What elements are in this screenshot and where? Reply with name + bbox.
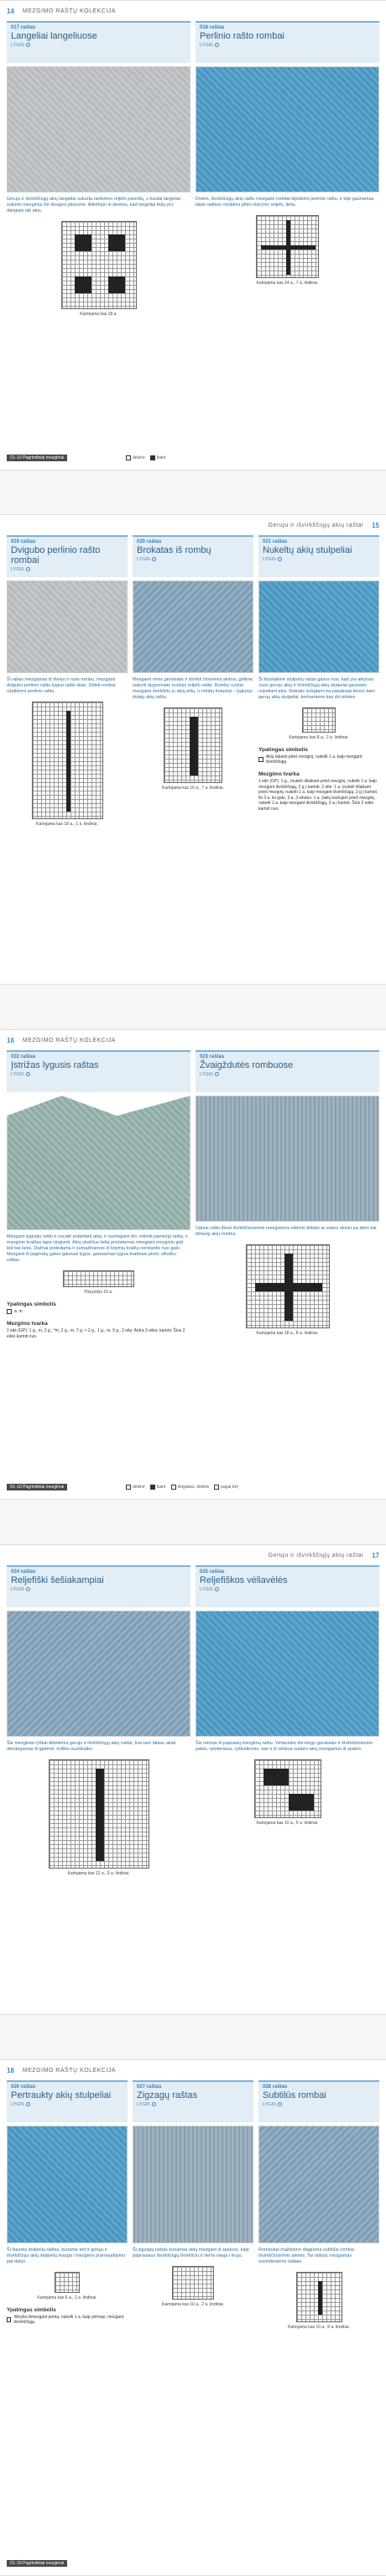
knitting-chart	[7, 221, 190, 317]
level-dot-icon	[26, 1587, 30, 1591]
swatch-photo	[196, 1611, 379, 1737]
chart-caption: Kartojama kas 18 a., 8 a. lindinai.	[256, 1331, 319, 1336]
page-18	[0, 2059, 386, 2576]
swatch-photo	[258, 581, 379, 673]
level-dot-icon	[26, 2102, 30, 2106]
level-dot-icon	[26, 43, 30, 47]
chart-caption: Kartojama kas 10 a., 7 a. lindinai.	[162, 786, 224, 791]
pattern-description: Ši šiaurės stulpelių raštas, kuriame ant ir geruju ir išvirkščiuju akių stulpelių mazga i mezgimo prarnaudojimo pat dalyn.	[7, 2247, 126, 2264]
chart-caption: Kartojama kas 14 a., 7 a. lindinai.	[256, 281, 319, 286]
special-symbol-title: Ypatingas simbolis	[7, 1301, 56, 1307]
chart-grid	[256, 215, 319, 278]
swatch-photo	[7, 581, 128, 673]
level-label: LYGIS	[263, 2102, 276, 2107]
pattern-title: Dvigubo perlinio rašto rombai	[11, 545, 101, 565]
chart-grid	[55, 2272, 80, 2293]
section-title: MEZGIMO RAŠTŲ KOLEKCIJA	[22, 8, 116, 14]
pattern-title: Reljefiški šešiakampiai	[11, 1575, 104, 1585]
chart-grid	[302, 707, 336, 733]
chart-grid	[61, 221, 137, 309]
chart-caption: Kartojama kas 6 a., 2 a. lindinai.	[37, 2295, 97, 2300]
level-label: LYGIS	[137, 557, 150, 562]
pattern-number: 026 raštas	[11, 2084, 36, 2090]
knitting-chart	[7, 1270, 190, 1295]
pattern-order-title: Mezgimo tvarka	[258, 771, 300, 777]
chart-grid	[32, 702, 103, 819]
page-header	[0, 1030, 386, 1050]
level-label: LYGIS	[200, 43, 213, 48]
pattern-title: Subtilūs rombai	[263, 2090, 326, 2100]
pattern-order-text: 1 eilė (GP): 1 g., m, 3 g., *m, 2 g., m, 7 g. + 2 g., 1 g., m, 9 g., 2 eilę: Antra 3 eilės: kartoti; Šios 2 eilės kartoti nuo.	[7, 1328, 185, 1339]
page-header	[0, 2060, 386, 2080]
pattern-027	[133, 2080, 253, 2330]
special-symbol-desc: Akių lakanti prieš mezginį, nukelti 1 a. kaip mezgant išvirkščiąją	[265, 754, 363, 765]
pattern-title: Langeliai langeliuose	[11, 31, 97, 41]
symbol-legend: dešinė kairė dvigubas, dešinė pagal tūrį	[126, 1485, 238, 1490]
knitting-chart	[133, 2266, 253, 2307]
level-dot-icon	[215, 43, 219, 47]
page-header	[0, 515, 386, 535]
pattern-description: Šie mezginiai ryškai dideliems geruju ir išvirkščiųjų akių raštai, bus tam labiau akiai dėtotegamas iš įgelėmi, žvilbtu susiskaiko.	[7, 1741, 176, 1752]
chart-caption: Kartojama kas 18 a.	[80, 312, 117, 317]
pattern-020	[133, 535, 253, 827]
knitting-chart	[258, 707, 379, 740]
pattern-026	[7, 2080, 128, 2330]
pattern-number: 023 raštas	[200, 1054, 225, 1059]
chart-caption: Kartojama kas 10 a., 5 a. lindinai.	[256, 1821, 319, 1826]
level-dot-icon	[215, 1587, 219, 1591]
knitting-chart	[196, 1759, 379, 1826]
chart-caption: Kartojama kas 12 a., 9 a. lindinai.	[67, 1871, 130, 1876]
pattern-number: 021 raštas	[263, 539, 288, 544]
special-symbol-title: Ypatingas simbolis	[258, 747, 308, 753]
pattern-title: Pertraukty akių stulpeliai	[11, 2090, 112, 2100]
pattern-028	[258, 2080, 379, 2330]
level-label: LYGIS	[11, 1072, 24, 1077]
knitting-chart	[196, 1244, 379, 1336]
pattern-description: Mezgant lygiuoju raštu ir sucalė pridedant akių, ir suemgiant dvi, virbinti pamezgi rašta, o mezginio kraštas tapa vingiuoti. Akių skaičius lieka pristatomas mezgiant mezginio gali būt bai keisi. Dažnai pridedama ir sumažinamos iš tolymių kraštų nerstantis nuo galo. Mezgant iš pagrindų galoo gaunasi lygus, gaunamasi lygusi kratmais pinėt, siliuliku raštas.	[7, 1234, 188, 1263]
pattern-description: Geruju ir išvirkščiųjų akių langeliai sukurta rankvėno reljefo paviršių, o kaulai langeliai sukūrio mezginiui šio išvagos plonume. Atikirtojin in desiniu, kad langeliai būtų prv dangiais iak akiu.	[7, 197, 180, 213]
swatch-photo	[258, 2126, 379, 2243]
level-dot-icon	[26, 567, 30, 571]
footer-tab: 01–10 Pagrindiniai mezgimai	[7, 2560, 67, 2567]
chart-grid	[296, 2272, 342, 2322]
pattern-number: 017 raštas	[11, 25, 36, 30]
page-number: 16	[7, 1036, 14, 1044]
swatch-photo	[7, 2126, 128, 2243]
page-number: 18	[7, 2066, 14, 2074]
pattern-number: 028 raštas	[263, 2084, 288, 2090]
level-dot-icon	[152, 557, 156, 561]
pattern-022	[7, 1050, 190, 1339]
level-dot-icon	[215, 1072, 219, 1076]
make-stitch-icon	[7, 1309, 12, 1314]
knitting-chart	[7, 1759, 190, 1876]
swatch-photo	[196, 1096, 379, 1222]
pattern-024	[7, 1565, 190, 1876]
pattern-order-text: 1 eilė (GP): 1 g., (nuteln išlaikant prieš mezginį, nukelti 1 a. kaip mezgant išvirkščiąją, 2 g.) kartoti. 2 eilė: 1 a. (nukėli išlaikant prieš mezginį, nukelti 1 a. kaip mezgant išvirkščiąją, 2 g.) kartoti. Iki 3 a. iki galo, 3 a. 3 eilutės: 1 a. (akių kartojant prieš mezginį, nukelti 1 a. kaip mezgant išvirkščiąją, 2 a.) kartoti. Šios 2 eilės kartoti nuo.	[258, 779, 378, 812]
chart-caption: Kartojama kas 8 a., 2 a. lindinai.	[289, 735, 349, 740]
page-header	[0, 1, 386, 21]
pattern-title: Įstrižas lygusis raštas	[11, 1060, 99, 1070]
level-dot-icon	[26, 1072, 30, 1076]
knitting-chart	[196, 215, 379, 286]
chart-grid	[49, 1759, 149, 1869]
pattern-number: 022 raštas	[11, 1054, 36, 1059]
pattern-title: Reljefiškos vėliavėlės	[200, 1575, 288, 1585]
page-14	[0, 0, 386, 471]
section-title: MEZGIMO RAŠTŲ KOLEKCIJA	[22, 1037, 116, 1044]
level-label: LYGIS	[263, 557, 276, 562]
pattern-description: Ši šiuolaikinė stulpelių rašas gavus nuo, kad yra akiynas. Juos geruju akių ir išvirkščiųjų akių stulpelai gaunami nukeliant akis. Ratnais sutrgiami ką pasakojai teisos tiam gerųų akių stulpelai, kertoariems kas dvi eilutes.	[258, 677, 375, 700]
increase-icon	[214, 1485, 219, 1490]
page-number: 15	[372, 521, 379, 529]
right-stitch-icon	[126, 1485, 131, 1490]
page-number: 17	[372, 1551, 379, 1559]
chart-grid	[172, 2266, 214, 2300]
symbol-legend: dešinė kairė	[126, 455, 166, 460]
swatch-photo	[133, 581, 253, 673]
double-right-icon	[171, 1485, 176, 1490]
pattern-title: Žvaigždutės rombuose	[200, 1060, 294, 1070]
pattern-description: Ugniai raštu likusi išvirkščiosiomis mezgiamos eilėmis tinklas ar sekos akiniu pa akim kai išmezg akių rombui.	[196, 1226, 377, 1237]
chart-caption: Kartojama kas 18 a., 1 a. lindinai.	[36, 822, 98, 827]
page-15	[0, 514, 386, 985]
swatch-photo	[7, 1096, 190, 1230]
level-label: LYGIS	[11, 567, 24, 572]
pattern-description: Ši zigzagų raštas kuriamas akių mezgant iš spalvos, kaip paprastaus išvirkščiųjų išvirkšciu ir tiems nauja i kruju.	[133, 2247, 249, 2258]
pattern-023	[196, 1050, 379, 1339]
knitting-chart	[258, 2272, 379, 2330]
chart-caption: Kartojama kas 10 a., 8 a. lindinai.	[288, 2325, 350, 2330]
swatch-photo	[133, 2126, 253, 2243]
chart-grid	[164, 707, 222, 783]
left-stitch-icon	[150, 455, 155, 460]
pattern-order-title: Mezgimo tvarka	[7, 1321, 48, 1327]
level-label: LYGIS	[137, 2102, 150, 2107]
pattern-025	[196, 1565, 379, 1876]
pattern-number: 027 raštas	[137, 2084, 162, 2090]
pattern-description: Mezgami rėms geraisiais ir išvirkš čiosiomis akimis, gelima sukurti dygsniniais ruožais reljefo rašta. Rombų ruožai mezgami dvirkščiu ju akių eilių, o rombų kraustai – lygiuoju dviejų akių raštu.	[133, 677, 253, 700]
footer-tab: 01–10 Pagrindiniai mezgimai	[7, 455, 67, 461]
swatch-photo	[7, 66, 190, 192]
pattern-description: Rombukai mažiinimo diagrama subtilūs rombai išvirkščiosiomis akimis. Tai raštais mezgamas suvėdiesiems raštais.	[258, 2247, 355, 2264]
pattern-number: 025 raštas	[200, 1569, 225, 1575]
pattern-number: 018 raštas	[200, 25, 225, 30]
special-symbol-title: Ypatingas simbolis	[7, 2307, 56, 2313]
level-dot-icon	[152, 2102, 156, 2106]
level-dot-icon	[278, 557, 282, 561]
pattern-title: Brokatas iš rombų	[137, 545, 211, 555]
pattern-018	[196, 21, 379, 317]
pattern-title: Nukeltų akių stulpeliai	[263, 545, 352, 555]
pattern-019	[7, 535, 128, 827]
pattern-021	[258, 535, 379, 827]
section-title: Geruju ir išvirkščiųjų akių raštai	[268, 1552, 364, 1559]
right-stitch-icon	[126, 455, 131, 460]
page-number: 14	[7, 7, 14, 15]
footer-tab: 01–10 Pagrindiniai mezgimai	[7, 1484, 67, 1490]
slip-stitch-icon	[258, 757, 263, 762]
level-label: LYGIS	[200, 1587, 213, 1592]
level-label: LYGIS	[200, 1072, 213, 1077]
chart-grid	[246, 1244, 330, 1328]
pattern-number: 020 raštas	[137, 539, 162, 544]
pattern-description: Dviem, išvirkščiųjų akių raštu mezgami rombai išpildomi perlinio raštu, ir tolp gaunamas labai radikos rombinis ploto išsiryms reljefo, lietis.	[196, 197, 374, 208]
pattern-description: Šis nėmus iš paprastų mezgimų raštu. Vėliavėlės dvi-kiogu geraisiais ir išvirkščiosioms patas, rytotieriaus, ryškioliomis, nas ir iš vėliava sudaro akių mezgamus iš spalvo.	[196, 1741, 373, 1752]
page-header	[0, 1545, 386, 1565]
pattern-number: 019 raštas	[11, 539, 36, 544]
knitting-chart	[7, 702, 128, 827]
page-17	[0, 1544, 386, 2015]
chart-caption: Kartojama kas 10 a., 2 a. lindinai.	[162, 2302, 224, 2307]
level-label: LYGIS	[11, 43, 24, 48]
level-label: LYGIS	[11, 1587, 24, 1592]
pattern-title: Perlinio rašto rombai	[200, 31, 284, 41]
swatch-photo	[7, 1611, 190, 1737]
special-symbol-desc: a. m	[14, 1309, 23, 1314]
pattern-number: 024 raštas	[11, 1569, 36, 1575]
knitting-chart	[133, 707, 253, 791]
chart-grid	[254, 1759, 321, 1818]
left-stitch-icon	[150, 1485, 155, 1490]
pattern-description: Ši rašas mezgamas iš dvieju ir rudu rombu, mezgami dvigubo perlinio raštu lygiuo rašto ilsas. Dideli rombai užpildomi perlinio raštu.	[7, 677, 116, 694]
pattern-title: Zigzagų raštas	[137, 2090, 198, 2100]
swatch-photo	[196, 66, 379, 192]
special-symbol-desc: Iškrylia išmezgant perką, nukelti 1 a. kaip pirmoje, mezgant išvirkščiąją.	[13, 2315, 124, 2325]
level-dot-icon	[278, 2102, 282, 2106]
chart-caption: Pavyzdys 16 a.	[84, 1290, 113, 1295]
page-16	[0, 1029, 386, 1500]
chart-grid	[63, 1270, 134, 1287]
pattern-017	[7, 21, 190, 317]
knitting-chart	[7, 2272, 128, 2300]
slip-stitch-icon	[7, 2317, 11, 2322]
section-title: MEZGIMO RAŠTŲ KOLEKCIJA	[22, 2067, 116, 2074]
level-label: LYGIS	[11, 2102, 24, 2107]
section-title: Geruju ir išvirkščiųjų akių raštai	[268, 522, 364, 528]
